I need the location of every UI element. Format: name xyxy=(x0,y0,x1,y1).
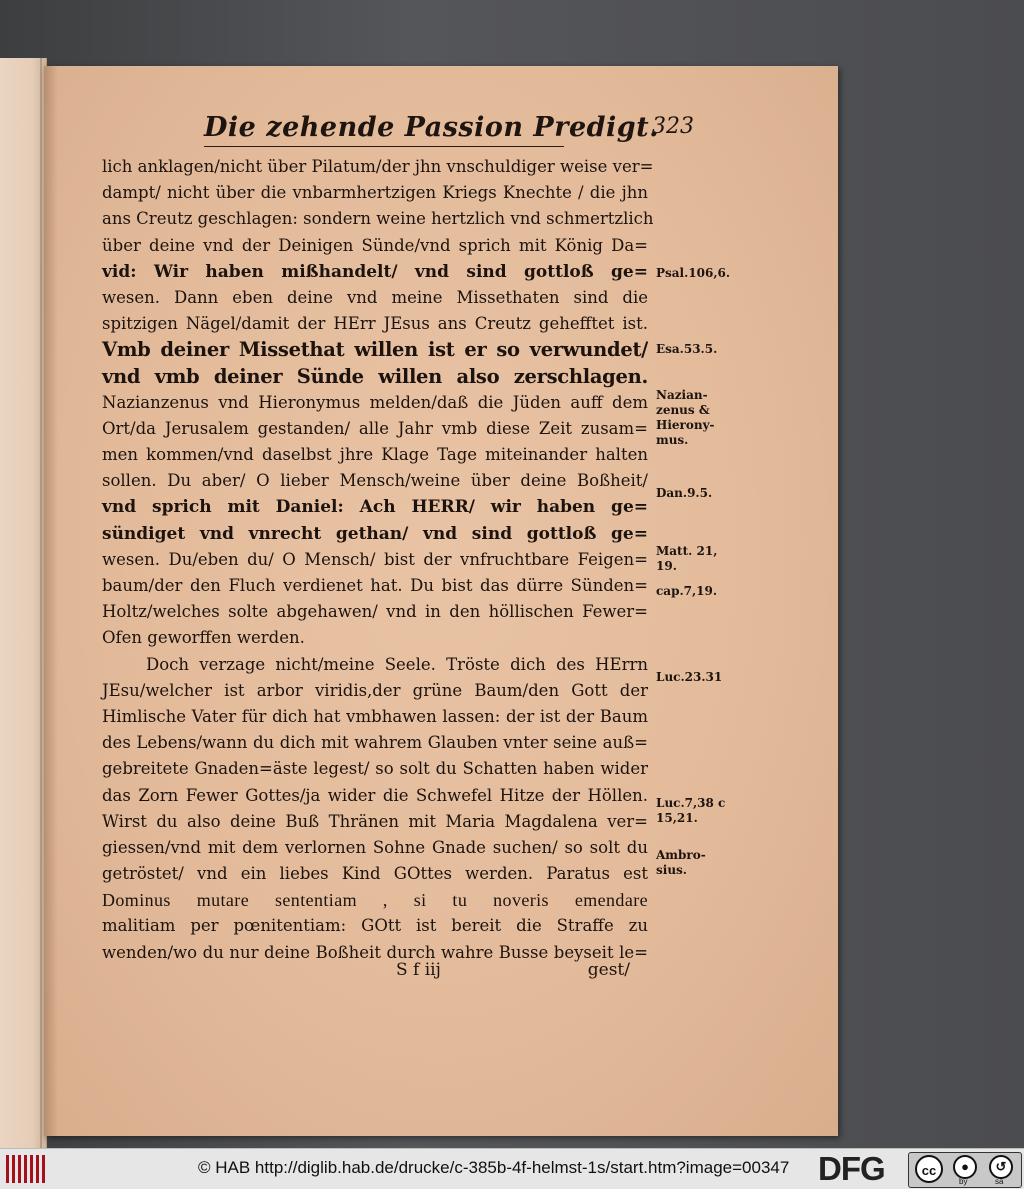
text-line: spitzigen Nägel/damit der HErr JEsus ans Creutz gehefftet ist. xyxy=(102,314,648,334)
text-line: Ofen geworffen werden. xyxy=(102,628,305,648)
catchline xyxy=(102,960,648,986)
text-line: JEsu/welcher ist arbor viridis,der grüne Baum/den Gott der xyxy=(102,680,648,700)
page-number: 323 xyxy=(652,114,694,139)
text-line: vid: Wir haben mißhandelt/ vnd sind gottloß ge= xyxy=(102,261,648,282)
text-line: gebreitete Gnaden=äste legest/ so solt du Schatten haben wider xyxy=(102,759,648,779)
running-title: Die zehende Passion Predigt. xyxy=(204,112,660,143)
margin-note: Dan.9.5. xyxy=(656,486,713,500)
text-line: Ort/da Jerusalem gestanden/ alle Jahr vmb diese Zeit zusam= xyxy=(102,418,648,438)
text-line: sollen. Du aber/ O lieber Mensch/weine über deine Boßheit/ xyxy=(102,471,648,491)
margin-note: Psal.106,6. xyxy=(656,266,731,280)
license-sa-label: sa xyxy=(995,1177,1004,1186)
viewer-footer xyxy=(0,1148,1024,1189)
dfg-logo: DFG xyxy=(818,1150,885,1187)
attribution-icon: ● xyxy=(953,1155,977,1179)
text-line: getröstet/ vnd ein liebes Kind GOttes werden. Paratus est xyxy=(102,864,648,884)
body-text xyxy=(102,154,654,966)
text-line: wesen. Dann eben deine vnd meine Missethaten sind die xyxy=(102,287,648,307)
text-line: men kommen/vnd daselbst jhre Klage Tage miteinander halten xyxy=(102,445,648,465)
library-logo-icon xyxy=(6,1155,46,1183)
text-line: Doch verzage nicht/meine Seele. Tröste dich des HErrn xyxy=(146,654,648,674)
text-line: dampt/ nicht über die vnbarmhertzigen Kriegs Knechte / die jhn xyxy=(102,183,648,203)
book-page xyxy=(44,66,838,1136)
text-line: baum/der den Fluch verdienet hat. Du bist das dürre Sünden= xyxy=(102,576,648,595)
margin-note: Ambro- sius. xyxy=(656,848,706,877)
text-line: sündiget vnd vnrecht gethan/ vnd sind gottloß ge= xyxy=(102,523,648,544)
catchword: gest/ xyxy=(587,960,630,980)
margin-note: Luc.23.31 xyxy=(656,670,723,684)
text-line: Dominus mutare sententiam , si tu noveris emendare xyxy=(102,890,648,911)
text-line: des Lebens/wann du dich mit wahrem Glauben vnter seine auß= xyxy=(102,733,648,753)
text-line: vnd vmb deiner Sünde willen also zerschlagen. xyxy=(102,364,648,388)
text-line: Vmb deiner Missethat willen ist er so verwundet/ xyxy=(102,338,648,362)
share-alike-icon: ↺ xyxy=(989,1155,1013,1179)
text-line: Himlische Vater für dich hat vmbhawen lassen: der ist der Baum xyxy=(102,706,648,726)
text-line: das Zorn Fewer Gottes/ja wider die Schwefel Hitze der Höllen. xyxy=(102,785,648,805)
text-line: Holtz/welches solte abgehawen/ vnd in den höllischen Fewer= xyxy=(102,602,648,622)
margin-note: Esa.53.5. xyxy=(656,342,718,356)
text-line: malitiam per pœnitentiam: GOtt ist bereit die Straffe zu xyxy=(102,916,648,936)
text-line: wenden/wo du nur deine Boßheit durch wahre Busse beyseit le= xyxy=(102,942,648,962)
text-line: über deine vnd der Deinigen Sünde/vnd sprich mit König Da= xyxy=(102,235,648,255)
signature-mark: S f iij xyxy=(396,960,441,980)
text-line: giessen/vnd mit dem verlornen Sohne Gnade suchen/ so solt du xyxy=(102,837,648,857)
running-head-rule xyxy=(204,146,564,147)
text-line: ans Creutz geschlagen: sondern weine hertzlich vnd schmertzlich xyxy=(102,209,654,229)
text-line: lich anklagen/nicht über Pilatum/der jhn vnschuldiger weise ver= xyxy=(102,157,654,176)
cc-icon: cc xyxy=(915,1155,943,1183)
facing-page-edge xyxy=(0,58,47,1148)
margin-note: cap.7,19. xyxy=(656,584,718,598)
license-badge[interactable] xyxy=(908,1152,1022,1188)
margin-note: Nazian- zenus & Hierony- mus. xyxy=(656,388,715,447)
text-line: wesen. Du/eben du/ O Mensch/ bist der vnfruchtbare Feigen= xyxy=(102,549,648,569)
source-link[interactable]: © HAB http://diglib.hab.de/drucke/c-385b-4f-helmst-1s/start.htm?image=00347 xyxy=(198,1158,790,1177)
margin-note: Luc.7,38 c 15,21. xyxy=(656,796,726,825)
text-line: Nazianzenus vnd Hieronymus melden/daß die Jüden auff dem xyxy=(102,392,648,412)
margin-note: Matt. 21, 19. xyxy=(656,544,718,573)
license-by-label: by xyxy=(959,1177,968,1186)
text-line: Wirst du also deine Buß Thränen mit Maria Magdalena ver= xyxy=(102,811,648,831)
running-head xyxy=(204,112,724,152)
text-line: vnd sprich mit Daniel: Ach HERR/ wir haben ge= xyxy=(102,497,648,518)
